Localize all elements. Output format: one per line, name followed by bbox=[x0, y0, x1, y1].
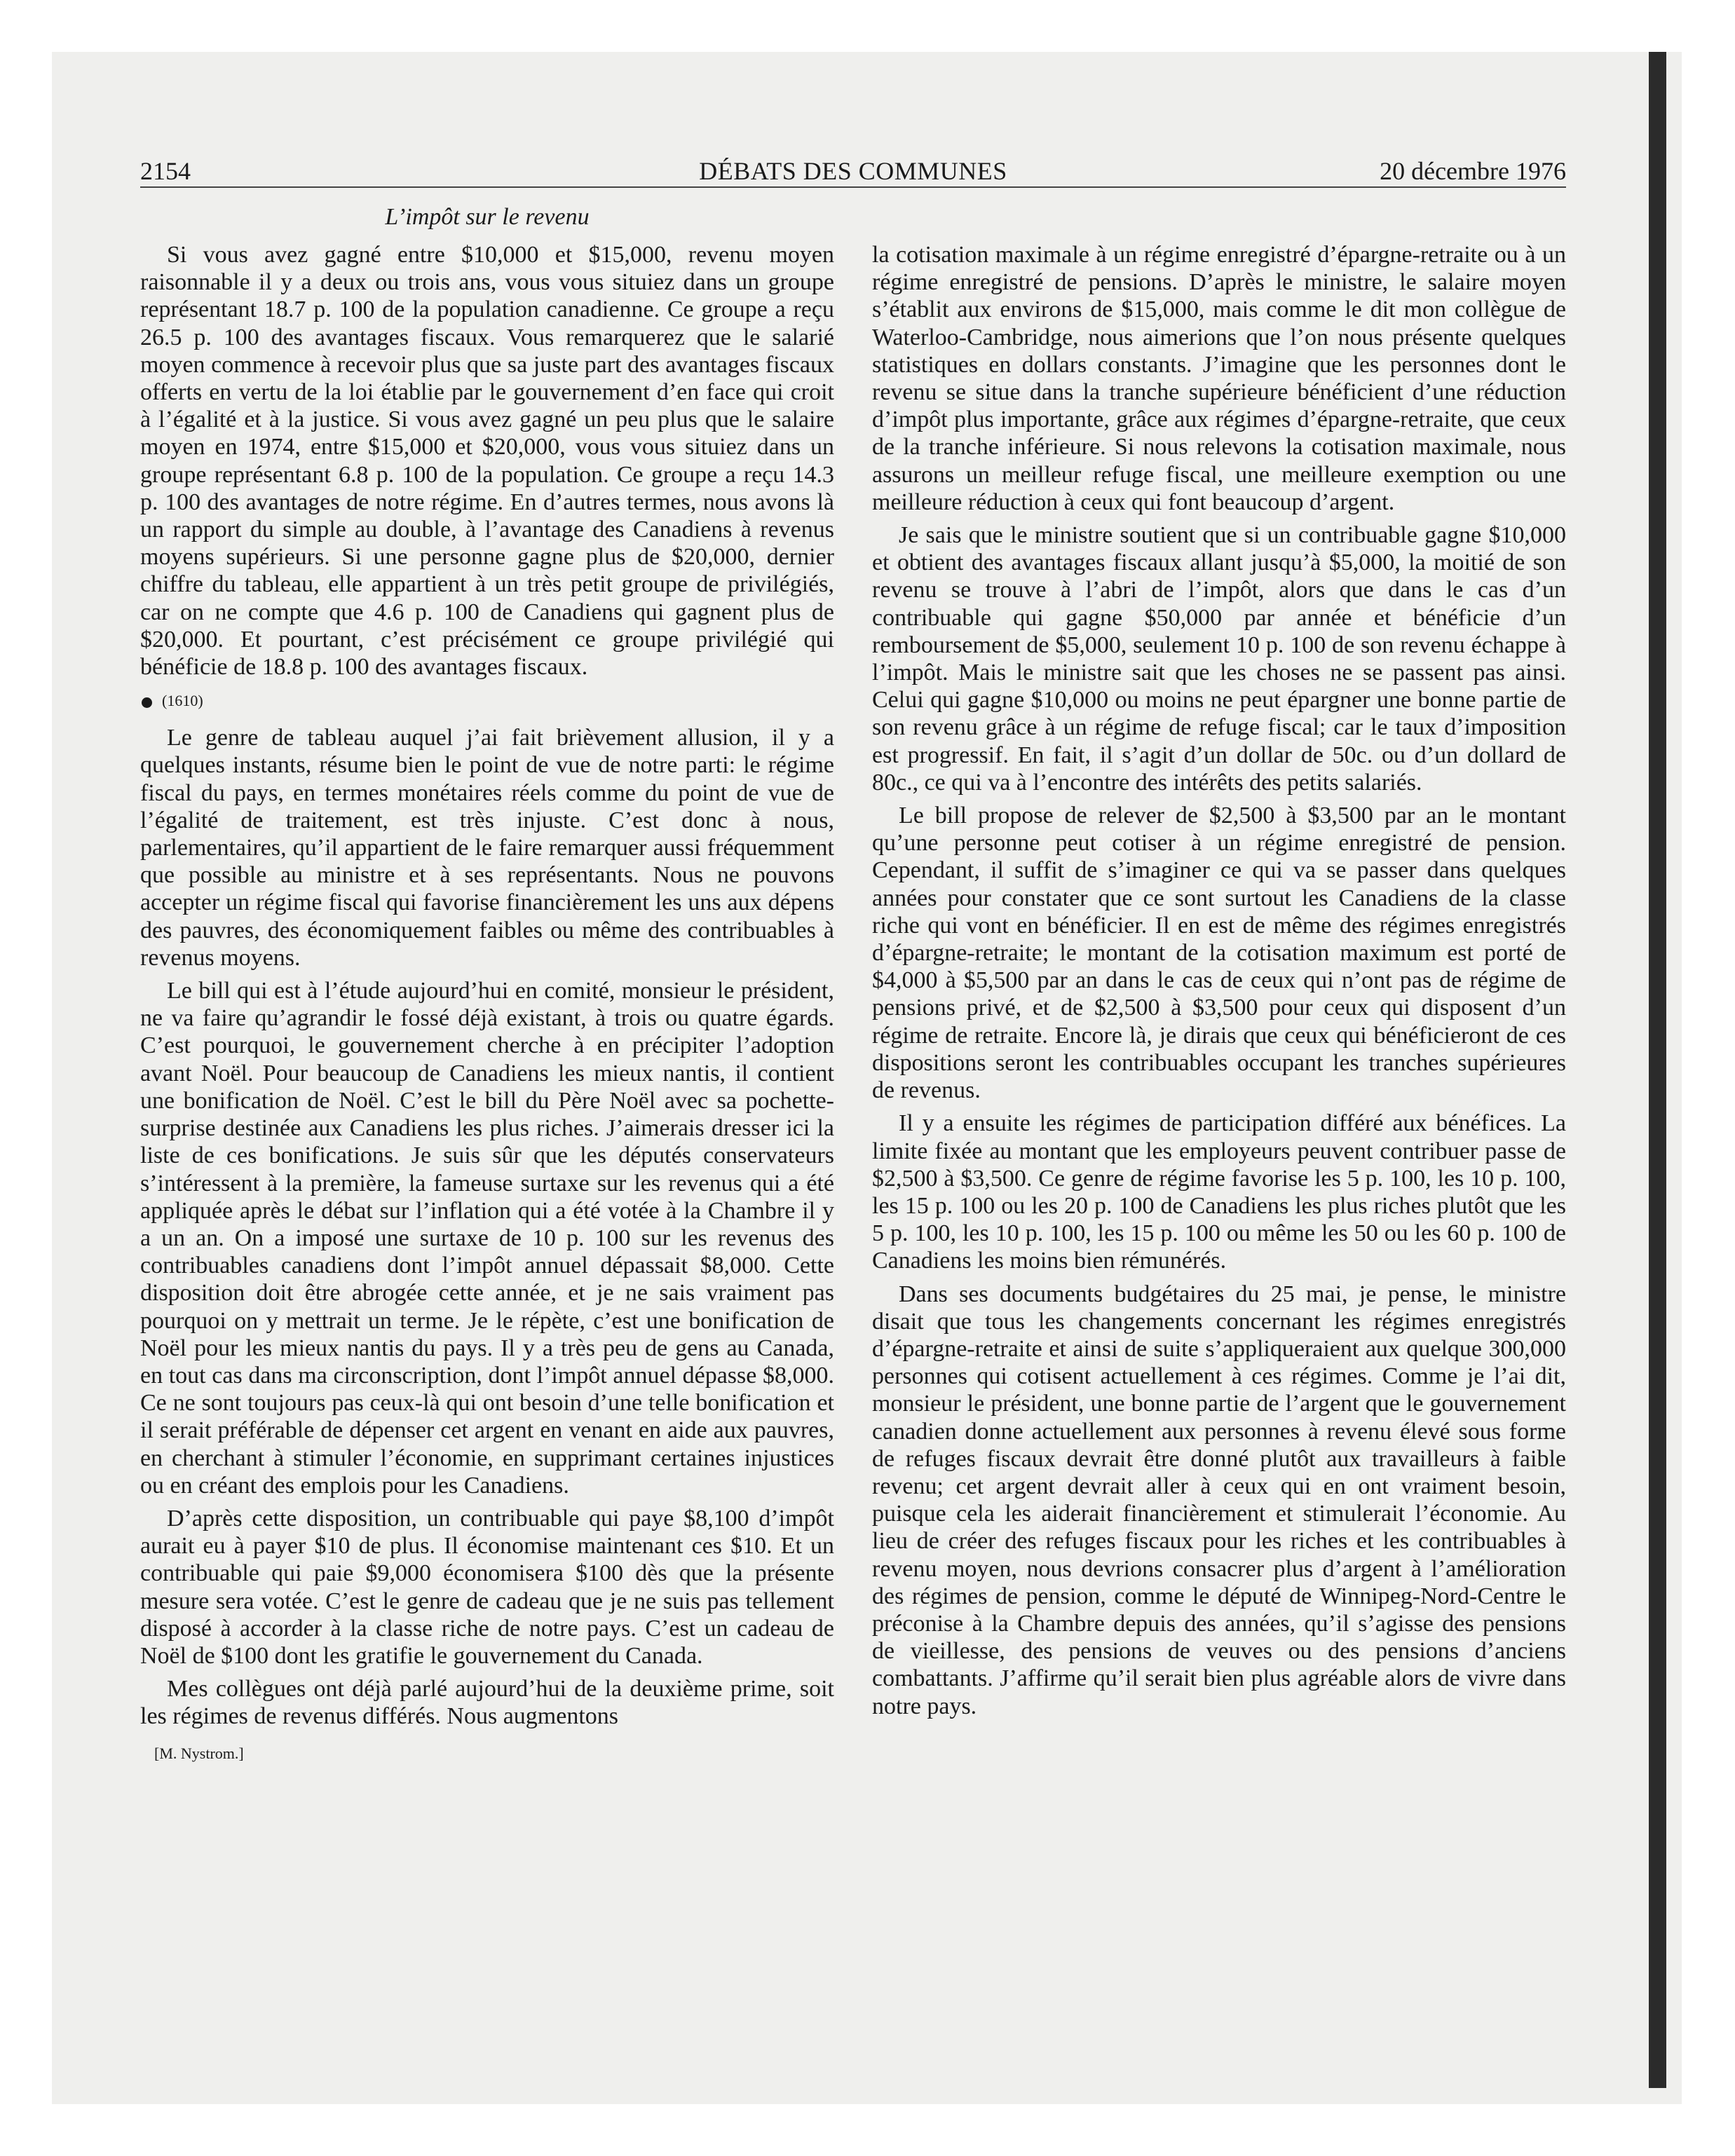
paragraph: Dans ses documents budgétaires du 25 mai, je pense, le ministre disait que tous les changements concernant les régimes enregistrés d’épargne-retraite et ainsi de suite s’appliqueraient aux quelque 300,000 personnes qui cotisent actuellement à ces régimes. Comme je l’ai dit, monsieur le président, une bonne partie de l’argent que le gouvernement canadien donne actuellement aux personnes à revenu élevé sous forme de refuges fiscaux devrait être donné plutôt aux travailleurs à faible revenu; cet argent devrait aller à ceux qui en ont vraiment besoin, puisque cela les aiderait financièrement et stimulerait l’économie. Au lieu de créer des refuges fiscaux pour les riches et les contribuables à revenu moyen, nous devrions consacrer plus d’argent à l’amélioration des régimes de pension, comme le député de Winnipeg-Nord-Centre le préconise à la Chambre depuis des années, qu’il s’agisse des pensions de vieillesse, des pensions de veuves ou des pensions d’anciens combattants. J’affirme qu’il serait bien plus agréable alors de vivre dans notre pays. bbox=[872, 1281, 1566, 1719]
paragraph: Le bill propose de relever de $2,500 à $3,500 par an le montant qu’une personne peut cotiser à un régime enregistré de pension. Cependant, il suffit de s’imaginer ce qui va se passer dans quelques années pour constater que ce sont surtout les Canadiens de la classe riche qui vont en bénéficier. Il en est de même des régimes enregistrés d’épargne-retraite; le montant de la cotisation maximum est porté de $4,000 à $5,500 par an dans le cas de ceux qui n’ont pas de régime de pensions privé, et de $2,500 à $3,500 pour ceux qui disposent d’un régime de retraite. Encore là, je dirais que ceux qui bénéficieront de ces dispositions seront les contribuables occupant les tranches supérieures de revenus. bbox=[872, 803, 1566, 1104]
time-marker-text: (1610) bbox=[162, 692, 203, 710]
right-column bbox=[872, 241, 1566, 1726]
paragraph: Le bill qui est à l’étude aujourd’hui en comité, monsieur le président, ne va faire qu’agrandir le fossé déjà existant, à trois ou quatre égards. C’est pourquoi, le gouvernement cherche à en précipiter l’adoption avant Noël. Pour beaucoup de Canadiens les mieux nantis, il contient une bonification de Noël. C’est le bill du Père Noël avec sa pochette-surprise destinée aux Canadiens les plus riches. J’aimerais dresser ici la liste de ces bonifications. Je suis sûr que les députés conservateurs s’intéressent à la première, la fameuse surtaxe sur les revenus qui a été appliquée après le débat sur l’inflation qui a été votée à la Chambre il y a un an. On a imposé une surtaxe de 10 p. 100 sur les revenus des contribuables canadiens dont l’impôt annuel dépassait $8,000. Cette disposition doit être abrogée cette année, et je ne sais vraiment pas pourquoi on y mettrait un terme. Je le répète, c’est une bonification de Noël pour les mieux nantis du pays. Il y a très peu de gens au Canada, en tout cas dans ma circonscription, dont l’impôt annuel dépasse $8,000. Ce ne sont toujours pas ceux-là qui ont besoin d’une telle bonification et il serait préférable de dépenser cet argent en venant en aide aux pauvres, en cherchant à stimuler l’économie, en supprimant certaines injustices ou en créant des emplois pour les Canadiens. bbox=[140, 978, 834, 1499]
page-number: 2154 bbox=[140, 157, 191, 185]
paragraph: la cotisation maximale à un régime enregistré d’épargne-retraite ou à un régime enregistré de pensions. D’après le ministre, le salaire moyen s’établit aux environs de $15,000, mais comme le dit mon collègue de Waterloo-Cambridge, nous aimerions que l’on nous présente quelques statistiques en dollars constants. J’imagine que les personnes dont le revenu se situe dans la tranche supérieure bénéficient d’une réduction d’impôt plus importante, grâce aux régimes d’épargne-retraite, que ceux de la tranche inférieure. Si nous relevons la cotisation maximale, nous assurons un meilleur refuge fiscal, une meilleure exemption ou une meilleure réduction à ceux qui font beaucoup d’argent. bbox=[872, 242, 1566, 515]
paragraph: Je sais que le ministre soutient que si un contribuable gagne $10,000 et obtient des avantages fiscaux allant jusqu’à $5,000, la moitié de son revenu se trouve à l’abri de l’impôt, alors que dans le cas d’un contribuable qui gagne $50,000 par année et bénéficie d’un remboursement de $5,000, seulement 10 p. 100 de son revenu échappe à l’impôt. Mais le ministre sait que les choses ne se passent pas ainsi. Celui qui gagne $10,000 ou moins ne peut épargner une bonne partie de son revenu grâce à un régime de refuge fiscal; car le taux d’imposition est progressif. En fait, il s’agit d’un dollar de 50c. ou d’un dollard de 80c., ce qui va à l’encontre des intérêts des petits salariés. bbox=[872, 522, 1566, 796]
time-marker bbox=[140, 689, 834, 713]
speaker-attribution: [M. Nystrom.] bbox=[154, 1744, 244, 1762]
page-header bbox=[140, 156, 1566, 188]
left-column bbox=[140, 203, 834, 1764]
scan-edge-bar bbox=[1649, 52, 1666, 2088]
paragraph: Mes collègues ont déjà parlé aujourd’hui de la deuxième prime, soit les régimes de revenus différés. Nous augmentons bbox=[140, 1676, 834, 1730]
paragraph: Le genre de tableau auquel j’ai fait brièvement allusion, il y a quelques instants, résume bien le point de vue de notre parti: le régime fiscal du pays, en termes monétaires réels comme du point de vue de l’égalité de traitement, est très injuste. C’est donc à nous, parlementaires, qu’il appartient de le faire remarquer aussi fréquemment que possible au ministre et à ses représentants. Nous ne pouvons accepter un régime fiscal qui favorise financièrement les uns aux dépens des pauvres, des économiquement faibles ou même des contribuables à revenus moyens. bbox=[140, 725, 834, 971]
paragraph: D’après cette disposition, un contribuable qui paye $8,100 d’impôt aurait eu à payer $10 de plus. Il économise maintenant ces $10. Et un contribuable qui paie $9,000 économisera $100 dès que la présente mesure sera votée. C’est le genre de cadeau que je ne suis pas tellement disposé à accorder à la classe riche de notre pays. C’est un cadeau de Noël de $100 dont les gratifie le gouvernement du Canada. bbox=[140, 1505, 834, 1669]
page-date: 20 décembre 1976 bbox=[1380, 157, 1566, 185]
section-subheading: L’impôt sur le revenu bbox=[385, 204, 590, 230]
paragraph: Si vous avez gagné entre $10,000 et $15,000, revenu moyen raisonnable il y a deux ou trois ans, vous vous situiez dans un groupe représentant 18.7 p. 100 de la population canadienne. Ce groupe a reçu 26.5 p. 100 des avantages fiscaux. Vous remarquerez que le salarié moyen commence à recevoir plus que sa juste part des avantages fiscaux offerts en vertu de la loi établie par le gouvernement d’en face qui croit à l’égalité et à la justice. Si vous avez gagné un peu plus que le salaire moyen en 1974, entre $15,000 et $20,000, vous vous situiez dans un groupe représentant 6.8 p. 100 de la population. Ce groupe a reçu 14.3 p. 100 des avantages de notre régime. En d’autres termes, nous avons là un rapport du simple au double, à l’avantage des Canadiens à revenus moyens supérieurs. Si une personne gagne plus de $20,000, dernier chiffre du tableau, elle appartient à un très petit groupe de privilégiés, car on ne compte que 4.6 p. 100 de Canadiens qui gagnent plus de $20,000. Et pourtant, c’est précisément ce groupe privilégié qui bénéficie de 18.8 p. 100 des avantages fiscaux. bbox=[140, 242, 834, 681]
paragraph: Il y a ensuite les régimes de participation différé aux bénéfices. La limite fixée au montant que les employeurs peuvent contribuer passe de $2,500 à $3,500. Ce genre de régime favorise les 5 p. 100, les 10 p. 100, les 15 p. 100 ou les 20 p. 100 de Canadiens les plus riches plutôt que les 5 p. 100, les 10 p. 100, les 15 p. 100 ou même les 50 ou les 60 p. 100 de Canadiens les moins bien rémunérés. bbox=[872, 1110, 1566, 1274]
bullet-dot-icon bbox=[142, 697, 152, 708]
publication-title: DÉBATS DES COMMUNES bbox=[699, 157, 1007, 185]
